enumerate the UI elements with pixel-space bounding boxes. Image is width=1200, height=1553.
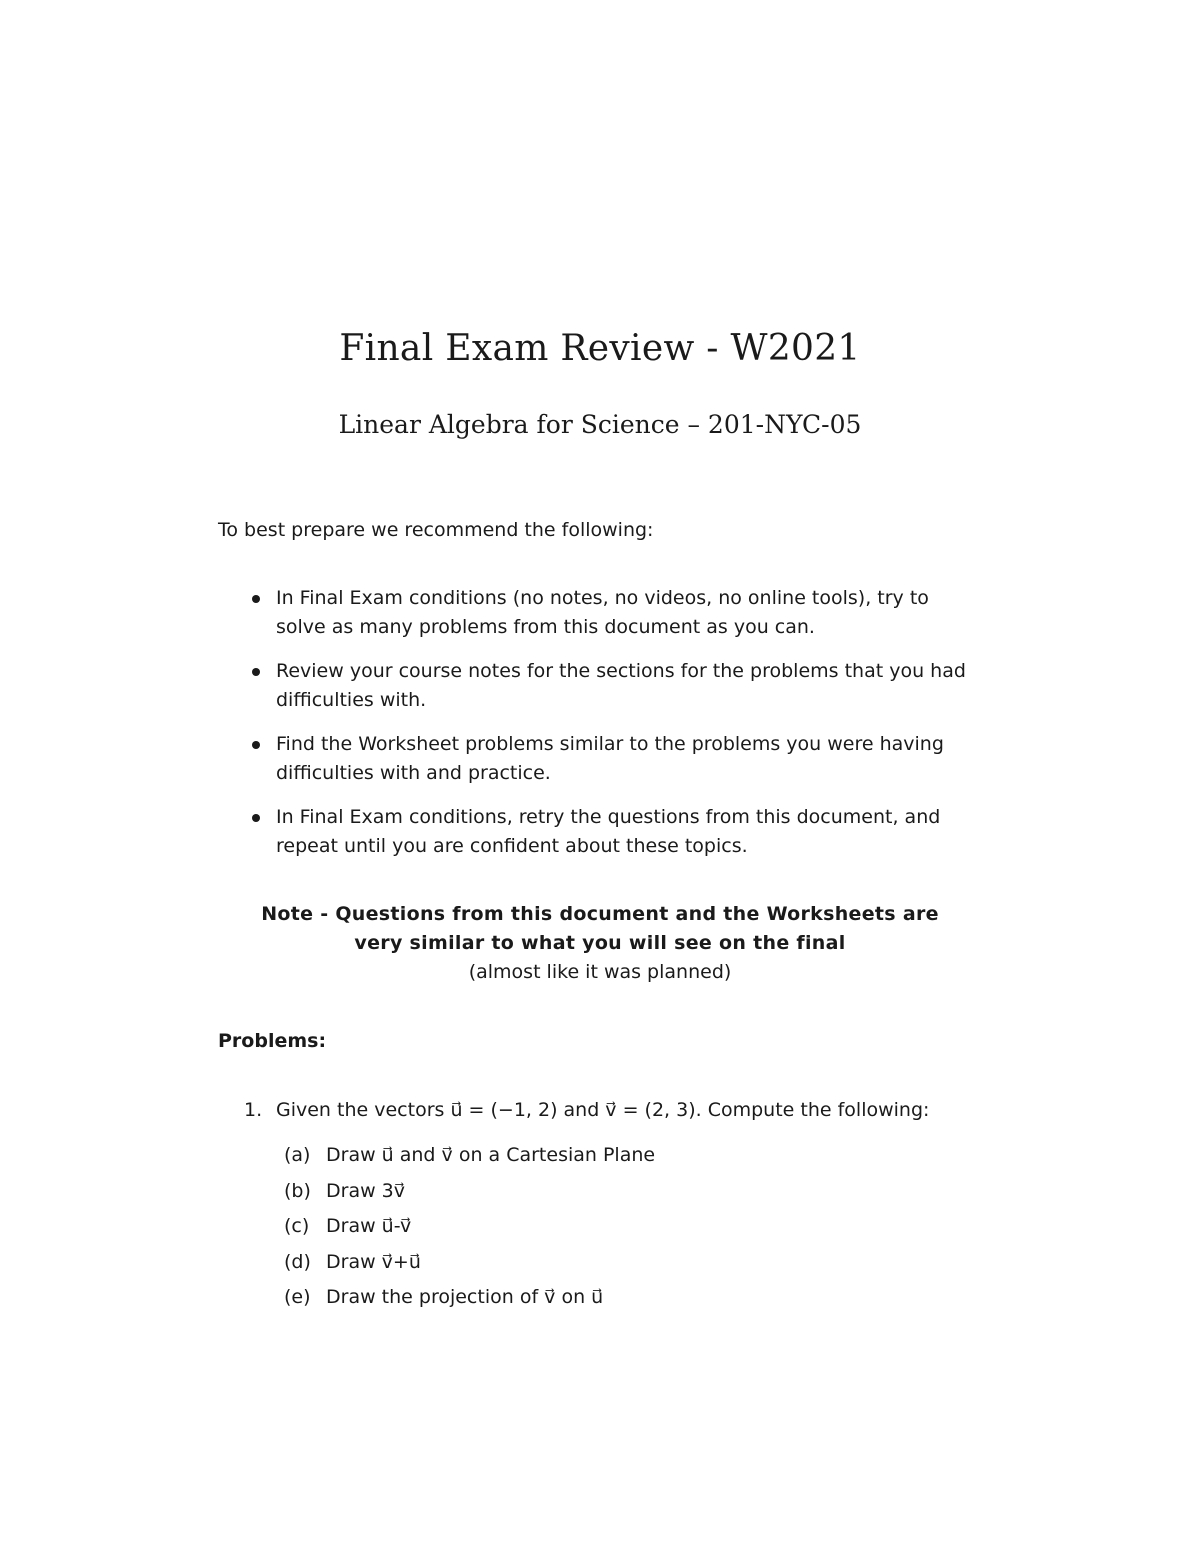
part-text: Draw v⃗+u⃗ <box>326 1250 421 1273</box>
list-item <box>250 803 980 861</box>
bullet-icon <box>252 668 260 676</box>
part-text: Draw 3v⃗ <box>326 1179 405 1202</box>
part-label: (e) <box>284 1286 311 1308</box>
document-title: Final Exam Review - W2021 <box>339 328 861 369</box>
part-text: Draw the projection of v⃗ on u⃗ <box>326 1286 604 1308</box>
list-item <box>284 1177 655 1213</box>
list-item <box>250 584 980 642</box>
problem-text: Given the vectors u⃗ = (−1, 2) and v⃗ = (2, 3). Compute the following: <box>276 1099 930 1121</box>
problem-1 <box>244 1096 929 1125</box>
note-block <box>0 900 1200 987</box>
note-line-1: Note - Questions from this document and the Worksheets are <box>261 903 939 925</box>
list-item <box>284 1141 655 1177</box>
problems-heading: Problems: <box>218 1030 327 1052</box>
part-label: (d) <box>284 1250 311 1273</box>
bullet-icon <box>252 595 260 603</box>
part-label: (b) <box>284 1179 311 1202</box>
note-line-2: very similar to what you will see on the final <box>354 932 846 954</box>
bullet-icon <box>252 741 260 749</box>
part-label: (a) <box>284 1144 311 1166</box>
recommendation-list <box>250 584 980 876</box>
intro-text: To best prepare we recommend the following: <box>218 519 654 541</box>
problem-1-parts <box>284 1141 655 1319</box>
problem-number: 1. <box>244 1099 263 1121</box>
list-item-text: In Final Exam conditions, retry the questions from this document, and repeat until you are confident about these topics. <box>276 806 941 857</box>
list-item <box>250 730 980 788</box>
list-item <box>284 1212 655 1248</box>
list-item <box>284 1283 655 1319</box>
list-item-text: Review your course notes for the sections for the problems that you had difficulties with. <box>276 660 966 711</box>
list-item <box>284 1248 655 1284</box>
part-text: Draw u⃗ and v⃗ on a Cartesian Plane <box>326 1144 656 1166</box>
note-line-3: (almost like it was planned) <box>468 961 732 983</box>
list-item-text: Find the Worksheet problems similar to the problems you were having difficulties with and practice. <box>276 733 944 784</box>
list-item <box>250 657 980 715</box>
document-subtitle: Linear Algebra for Science – 201-NYC-05 <box>338 410 862 439</box>
part-text: Draw u⃗-v⃗ <box>326 1215 412 1237</box>
part-label: (c) <box>284 1215 310 1237</box>
list-item-text: In Final Exam conditions (no notes, no videos, no online tools), try to solve as many problems from this document as you can. <box>276 587 929 638</box>
bullet-icon <box>252 814 260 822</box>
